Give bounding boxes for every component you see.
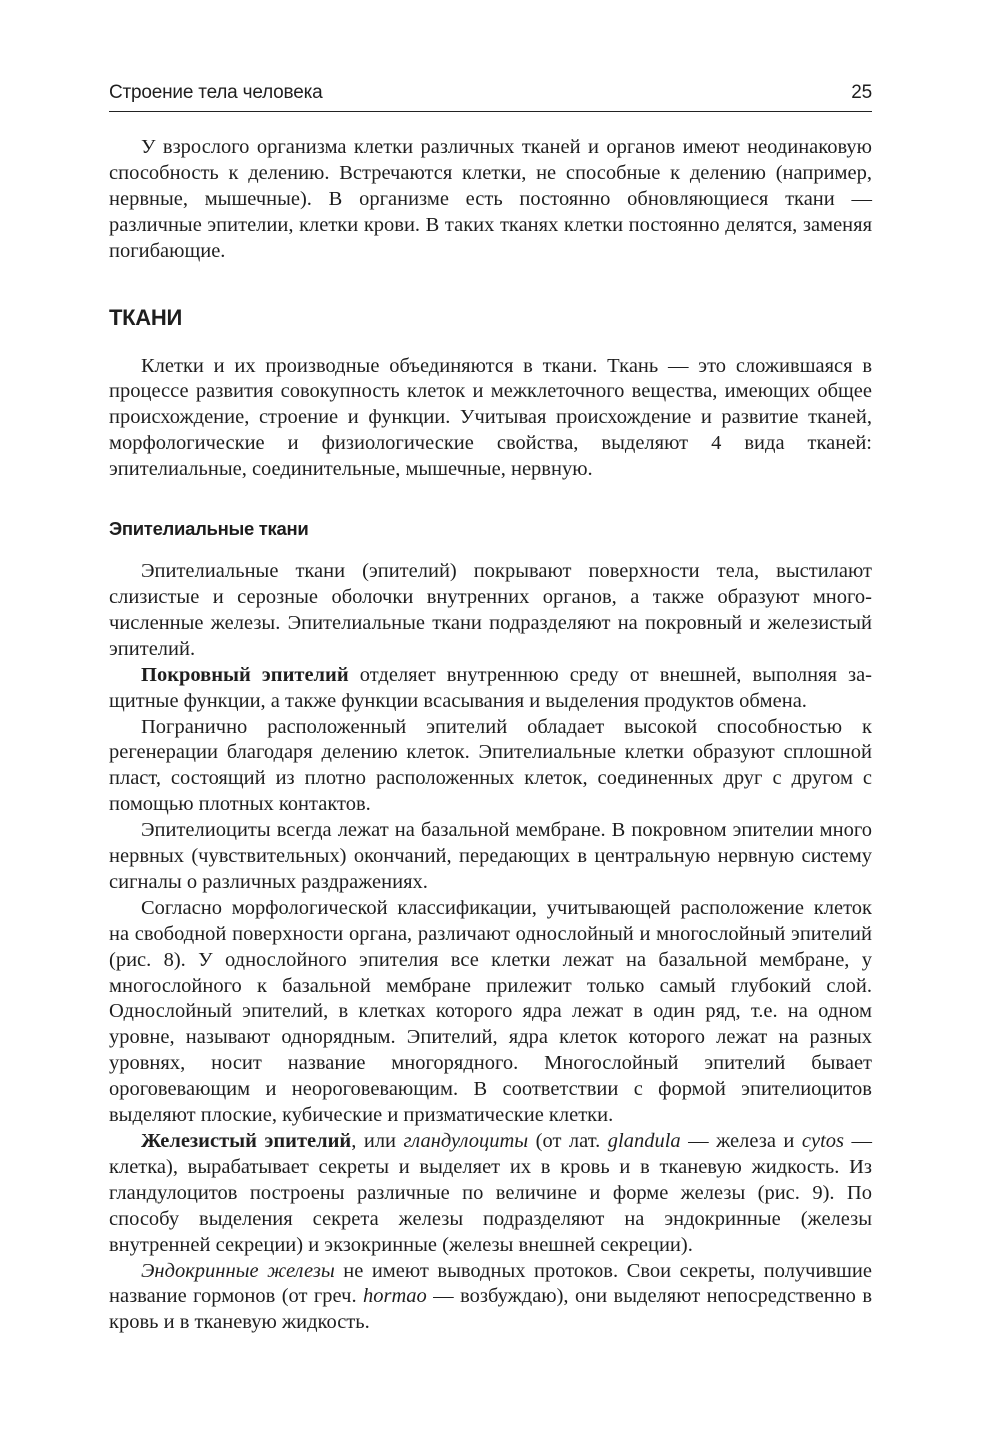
intro-block [109,135,872,265]
intro-paragraph: У взрослого организма клетки различных тканей и органов имеют неодинаковую способность к делению. Встречаются клетки, не способные к делению (например, нервные, мышечные). В организме есть постоянно обновляющиеся ткани — различные эпителии, клетки крови. В таких тканях клетки постоянно делятся, заменяя погибающие. [109,136,872,262]
section-block [109,354,872,484]
running-title: Строение тела человека [109,82,323,103]
subsection-block [109,559,872,1336]
section-paragraph: Клетки и их производные объединяются в ткани. Ткань — это сложившаяся в процессе развития совокупность клеток и межклеточного вещества, имеющих общее происхождение, строение и функции. Учитывая происхождение и развитие тканей, морфологические и физиологические свойства, выделяют 4 вида тканей: эпителиальные, соединительные, мышечные, нервную. [109,354,872,481]
section-heading: ТКАНИ [109,304,182,330]
term-endocrine-glands: Эндокринные железы [141,1259,335,1282]
paragraph-epithelial-intro: Эпителиальные ткани (эпителий) покрывают поверхности тела, выстилают слизистые и серозные оболочки внутренних органов, а также образуют многочисленные железы. Эпителиальные ткани подразделяют на покровный и железистый эпителий. [109,560,872,660]
paragraph-regeneration: Погранично расположенный эпителий обладает высокой способностью к регенерации благодаря делению клеток. Эпителиальные клетки образуют сплошной пласт, состоящий из плотно расположенных клеток, соединенных друг с другом с помощью плотных контактов. [109,715,872,816]
term-glandular-epithelium: Железистый эпителий [141,1130,352,1152]
running-header [109,80,872,112]
term-glandulocytes: гландулоциты [403,1130,529,1152]
greek-hormao: hormao [362,1285,427,1308]
subsection-heading: Эпителиальные ткани [109,518,309,540]
paragraph-glandular-epithelium: Железистый эпителий, или гландулоциты (от лат. glandula — железа и cytos — клетка), вырабатывает секреты и выделяет их в кровь и в тканевую жидкость. Из гландулоцитов построены различные по величине и форме железы (рис. 9). По способу выделения секрета железы подразделяют на эндокринные (железы внутренней секреции) и экзокринные (железы внешней секреции). [109,1130,872,1256]
page-number: 25 [851,82,872,103]
paragraph-classification: Согласно морфологической классификации, учитывающей расположение клеток на свободной поверхности органа, различают однослойный и многослойный эпителий (рис. 8). У однослойного эпителия все клетки лежат на базальной мембране, у многослойного к базальной мембране прилежит только самый глубокий слой. Однослойный эпителий, в клетках которого ядра лежат в один ряд, т.е. на одном уровне, называют однорядным. Эпителий, ядра клеток которого лежат на разных уровнях, носит название многорядного. Многослойный эпителий бывает ороговевающим и неороговевающим. В соответствии с формой эпителиоцитов выделяют плоские, кубические и призматические клетки. [109,896,872,1127]
book-page [109,80,872,1336]
term-covering-epithelium: Покровный эпителий [141,663,349,686]
paragraph-endocrine-glands: Эндокринные железы не имеют выводных протоков. Свои секреты, получившие название гормонов (от греч. hormao — возбуждаю), они выделяют непосредственно в кровь и в тканевую жидкость. [109,1259,872,1334]
latin-cytos: cytos [801,1130,844,1152]
paragraph-basal-membrane: Эпителиоциты всегда лежат на базальной мембране. В покровном эпителии много нервных (чувствительных) окончаний, передающих в центральную нервную систему сигналы о различных раздражениях. [109,819,872,893]
paragraph-covering-epithelium: Покровный эпителий отделяет внутреннюю среду от внешней, выполняя защитные функции, а также функции всасывания и выделения продуктов обмена. [109,663,872,712]
latin-glandula: glandula [607,1130,681,1152]
